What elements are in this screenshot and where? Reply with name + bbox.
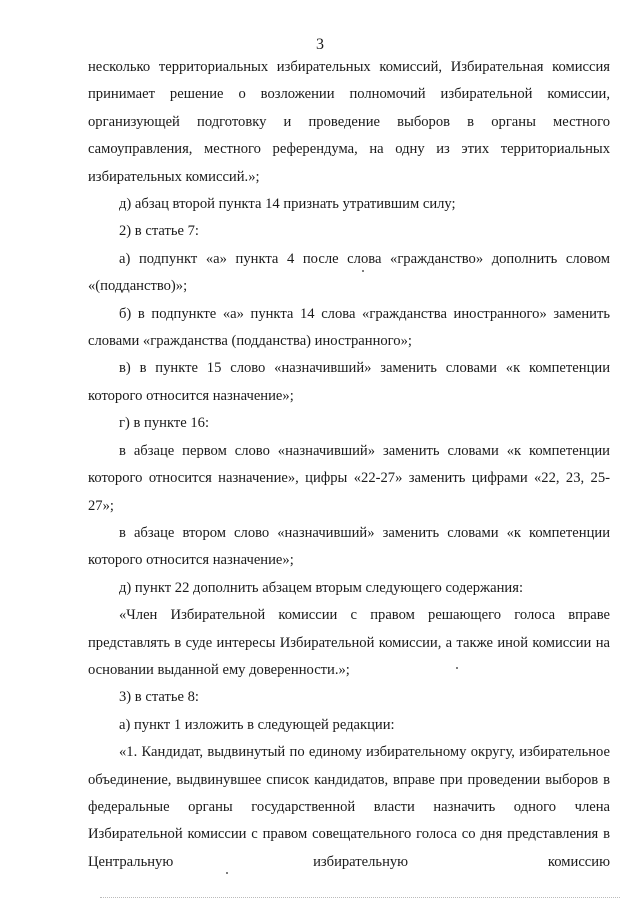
paragraph-first-abzac: в абзаце первом слово «назначивший» заменить словами «к компетенции которого относится назначение», цифры «22-27» заменить цифрами «22, 23, 25-27»; <box>88 442 610 514</box>
paragraph-article-7: 2) в статье 7: <box>119 223 199 240</box>
page-number: 3 <box>316 36 324 53</box>
scan-edge-line <box>100 897 620 899</box>
scan-speck <box>456 667 458 669</box>
paragraph-item-d-point-22: д) пункт 22 дополнить абзацем вторым следующего содержания: <box>119 579 523 596</box>
paragraph-item-b-subpoint: б) в подпункте «а» пункта 14 слова «гражданства иностранного» заменить словами «гражданства (подданства) иностранного»; <box>88 305 610 350</box>
paragraph-continuation: несколько территориальных избирательных комиссий, Избирательная комиссия принимает решение о возложении полномочий избирательной комиссии, организующей подготовку и проведение выборов в органы местного самоуправления, местного референдума, на одну из этих территориальных избирательных комиссий.»; <box>88 59 610 185</box>
paragraph-item-v-point-15: в) в пункте 15 слово «назначивший» заменить словами «к компетенции которого относится назначение»; <box>88 360 610 404</box>
document-body <box>88 54 610 876</box>
paragraph-quote-candidate: «1. Кандидат, выдвинутый по единому избирательному округу, избирательное объединение, выдвинувшее список кандидатов, вправе при проведении выборов в федеральные органы государственной власти назначить одного члена Избирательной комиссии с правом совещательного голоса со дня представления в Центральную избирательную комиссию <box>88 744 610 870</box>
paragraph-item-g-point-16: г) в пункте 16: <box>119 415 209 432</box>
paragraph-quote-member: «Член Избирательной комиссии с правом решающего голоса вправе представлять в суде интересы Избирательной комиссии, а также иной комиссии на основании выданной ему доверенности.»; <box>88 607 610 678</box>
paragraph-second-abzac: в абзаце втором слово «назначивший» заменить словами «к компетенции которого относится назначение»; <box>88 524 610 569</box>
paragraph-article-8: 3) в статье 8: <box>119 689 199 706</box>
paragraph-item-a-subpoint: а) подпункт «а» пункта 4 после слова «гражданство» дополнить словом «(подданство)»; <box>88 250 610 295</box>
paragraph-item-a-point-1: а) пункт 1 изложить в следующей редакции: <box>119 716 395 733</box>
scan-speck <box>362 270 364 272</box>
paragraph-item-d-abolish: д) абзац второй пункта 14 признать утратившим силу; <box>119 196 456 213</box>
scan-speck <box>226 872 228 874</box>
